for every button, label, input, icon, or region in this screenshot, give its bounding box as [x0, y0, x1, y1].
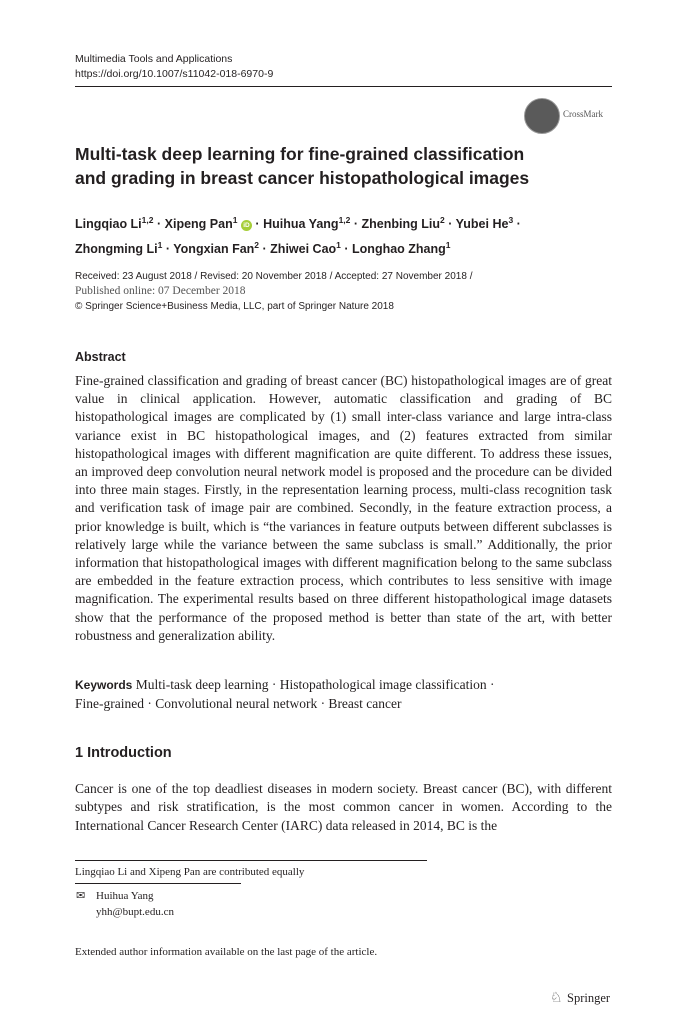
author-affil: 1 [157, 240, 163, 251]
author-name[interactable]: Zhongming Li [75, 242, 158, 257]
section-heading-introduction: 1 Introduction [75, 745, 172, 761]
corresponding-email[interactable]: yhh@bupt.edu.cn [96, 906, 174, 918]
publication-dates [75, 269, 615, 314]
keywords-list-2: Fine-grained · Convolutional neural network · Breast cancer [75, 695, 402, 711]
author-name[interactable]: Lingqiao Li [75, 217, 142, 232]
mail-icon: ✉ [76, 890, 86, 902]
author-affil: 1 [445, 240, 451, 251]
received-dates: Received: 23 August 2018 / Revised: 20 November 2018 / Accepted: 27 November 2018 / [75, 271, 473, 282]
doi-link[interactable]: https://doi.org/10.1007/s11042-018-6970-9 [75, 68, 274, 80]
author-affil: 1,2 [338, 215, 351, 225]
abstract-heading: Abstract [75, 350, 126, 364]
footnote-equal-contribution: Lingqiao Li and Xipeng Pan are contributed equally [75, 866, 305, 878]
author-line-2 [75, 235, 620, 260]
corresponding-name: Huihua Yang [96, 890, 154, 902]
author-name[interactable]: Yubei He [455, 217, 509, 232]
author-sep: · [353, 217, 359, 232]
author-name[interactable]: Huihua Yang [263, 217, 339, 232]
copyright-line: © Springer Science+Business Media, LLC, part of Springer Nature 2018 [75, 301, 394, 312]
crossmark-badge[interactable] [524, 98, 616, 134]
journal-header [75, 52, 273, 82]
author-sep: · [156, 217, 162, 232]
author-affil: 3 [508, 215, 514, 225]
orcid-icon[interactable]: iD [241, 220, 252, 231]
author-name[interactable]: Yongxian Fan [173, 242, 255, 257]
keywords [75, 676, 615, 713]
title-line-1: Multi-task deep learning for fine-grained classification [75, 144, 525, 164]
author-sep: · [165, 242, 171, 257]
footnote-rule [75, 860, 427, 861]
crossmark-icon [524, 98, 560, 134]
title-line-2: and grading in breast cancer histopathological images [75, 168, 530, 188]
keywords-label: Keywords [75, 678, 133, 692]
author-sep: · [516, 217, 521, 232]
publisher-name: Springer [567, 991, 611, 1005]
paper-title [75, 142, 615, 190]
keywords-list-1: Multi-task deep learning · Histopathological image classification · [135, 677, 495, 692]
journal-name: Multimedia Tools and Applications [75, 53, 233, 65]
header-rule [75, 86, 612, 87]
keywords-line-1 [75, 676, 615, 695]
author-name[interactable]: Zhiwei Cao [270, 242, 337, 257]
crossmark-label: CrossMark [563, 109, 603, 119]
author-sep: · [448, 217, 453, 232]
author-affil: 1,2 [141, 215, 154, 225]
author-name[interactable]: Xipeng Pan [164, 217, 233, 232]
published-date: Published online: 07 December 2018 [75, 285, 246, 297]
author-affil: 2 [254, 240, 260, 251]
author-name[interactable]: Longhao Zhang [352, 242, 446, 257]
extended-author-info: Extended author information available on the last page of the article. [75, 946, 378, 958]
author-sep: · [344, 242, 349, 257]
author-list [75, 210, 620, 260]
abstract-text: Fine-grained classification and grading of breast cancer (BC) histopathological images are of great value in clinical application. However, automatic classification and grading of BC histopathological images are complicated by (1) small inter-class variance and large intra-class variance exist in BC histopathological images, and (2) features extracted from similar histopathological images with different magnification are quite different. To address these issues, an improved deep convolution neural network model is proposed and the procedure can be divided into three main stages. Firstly, in the representation learning process, multi-class recognition task and verification task of image pair are combined. Secondly, in the feature extraction process, a prior knowledge is built, which is “the variances in feature outputs between different subclasses is relatively large while the variance between the same subclass is small.” Additionally, the prior information that histopathological images with different magnification belong to the same subclass are embedded in the feature extraction process, which contributes to less sensitive with image magnification. The experimental results based on three different histopathological image datasets show that the performance of the proposed method is better than state of the art, with better robustness and generalization ability. [75, 373, 612, 643]
footnote-rule-short [75, 883, 241, 884]
author-sep: · [255, 217, 260, 232]
introduction-text: Cancer is one of the top deadliest diseases in modern society. Breast cancer (BC), with different subtypes and risk stratification, is the most common cancer in women. According to the International Cancer Research Center (IARC) data released in 2014, BC is the [75, 781, 612, 833]
publisher-logo [550, 990, 620, 1006]
author-name[interactable]: Zhenbing Liu [361, 217, 440, 232]
author-sep: · [262, 242, 267, 257]
springer-horse-icon: ♘ [550, 991, 563, 1006]
author-line-1 [75, 210, 620, 235]
author-affil: 2 [440, 215, 445, 225]
author-affil: 1 [232, 215, 238, 225]
corresponding-author [96, 888, 174, 920]
author-affil: 1 [336, 240, 341, 251]
